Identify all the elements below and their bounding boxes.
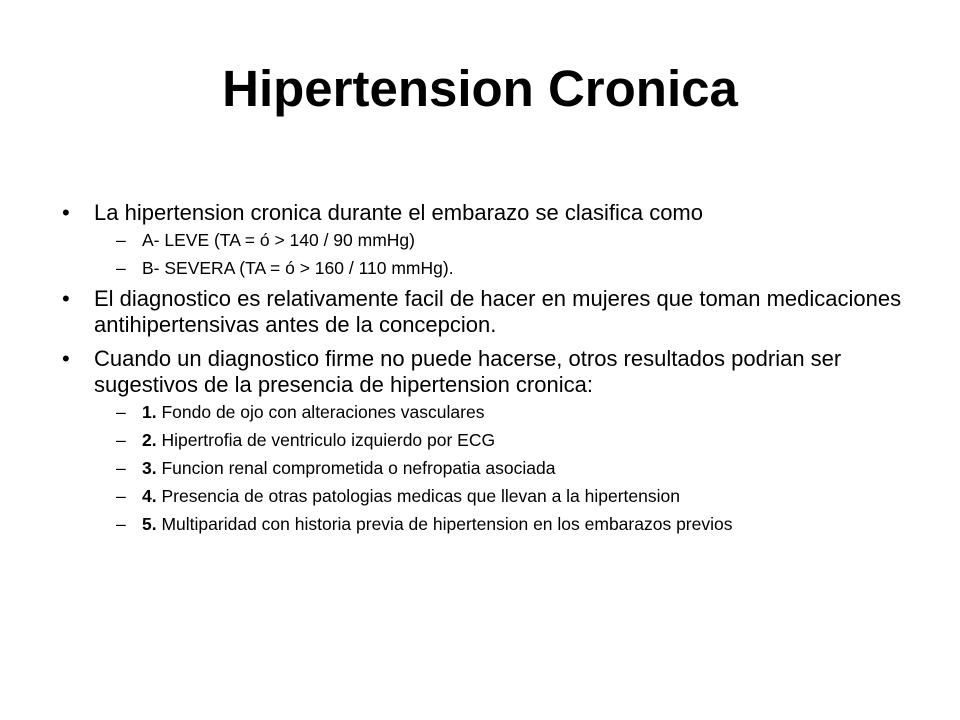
sub-item-text: B- SEVERA (TA = ó > 160 / 110 mmHg). xyxy=(142,258,454,278)
bullet-item xyxy=(62,346,922,534)
bullet-icon: • xyxy=(62,200,70,225)
sub-item xyxy=(104,230,922,250)
sub-item xyxy=(104,402,922,422)
sub-item xyxy=(104,458,922,478)
bullet-item xyxy=(62,286,922,338)
bullet-icon: • xyxy=(62,286,70,311)
dash-icon: – xyxy=(116,458,126,478)
sub-list xyxy=(94,230,922,278)
bullet-list xyxy=(62,200,922,542)
sub-item-text: Presencia de otras patologias medicas que llevan a la hipertension xyxy=(156,486,680,506)
sub-item xyxy=(104,430,922,450)
sub-item-number: 4. xyxy=(142,486,157,506)
dash-icon: – xyxy=(116,430,126,450)
dash-icon: – xyxy=(116,230,126,250)
bullet-text: La hipertension cronica durante el embarazo se clasifica como xyxy=(94,200,703,225)
sub-item xyxy=(104,514,922,534)
sub-item-number: 2. xyxy=(142,430,157,450)
sub-item-number: 1. xyxy=(142,402,157,422)
sub-item-number: 5. xyxy=(142,514,157,534)
sub-item-text: Multiparidad con historia previa de hipertension en los embarazos previos xyxy=(156,514,733,534)
dash-icon: – xyxy=(116,486,126,506)
bullet-text: El diagnostico es relativamente facil de hacer en mujeres que toman medicaciones antihipertensivas antes de la concepcion. xyxy=(94,286,902,337)
sub-item-text: A- LEVE (TA = ó > 140 / 90 mmHg) xyxy=(142,230,415,250)
dash-icon: – xyxy=(116,514,126,534)
bullet-icon: • xyxy=(62,346,70,371)
sub-item xyxy=(104,258,922,278)
sub-item-number: 3. xyxy=(142,458,157,478)
sub-item-text: Fondo de ojo con alteraciones vasculares xyxy=(156,402,485,422)
slide-title: Hipertension Cronica xyxy=(222,60,738,117)
sub-item-text: Funcion renal comprometida o nefropatia asociada xyxy=(156,458,556,478)
sub-item-text: Hipertrofia de ventriculo izquierdo por ECG xyxy=(156,430,496,450)
sub-item xyxy=(104,486,922,506)
dash-icon: – xyxy=(116,258,126,278)
sub-list xyxy=(94,402,922,534)
bullet-text: Cuando un diagnostico firme no puede hacerse, otros resultados podrian ser sugestivos de la presencia de hipertension cronica: xyxy=(94,346,842,397)
dash-icon: – xyxy=(116,402,126,422)
bullet-item xyxy=(62,200,922,278)
